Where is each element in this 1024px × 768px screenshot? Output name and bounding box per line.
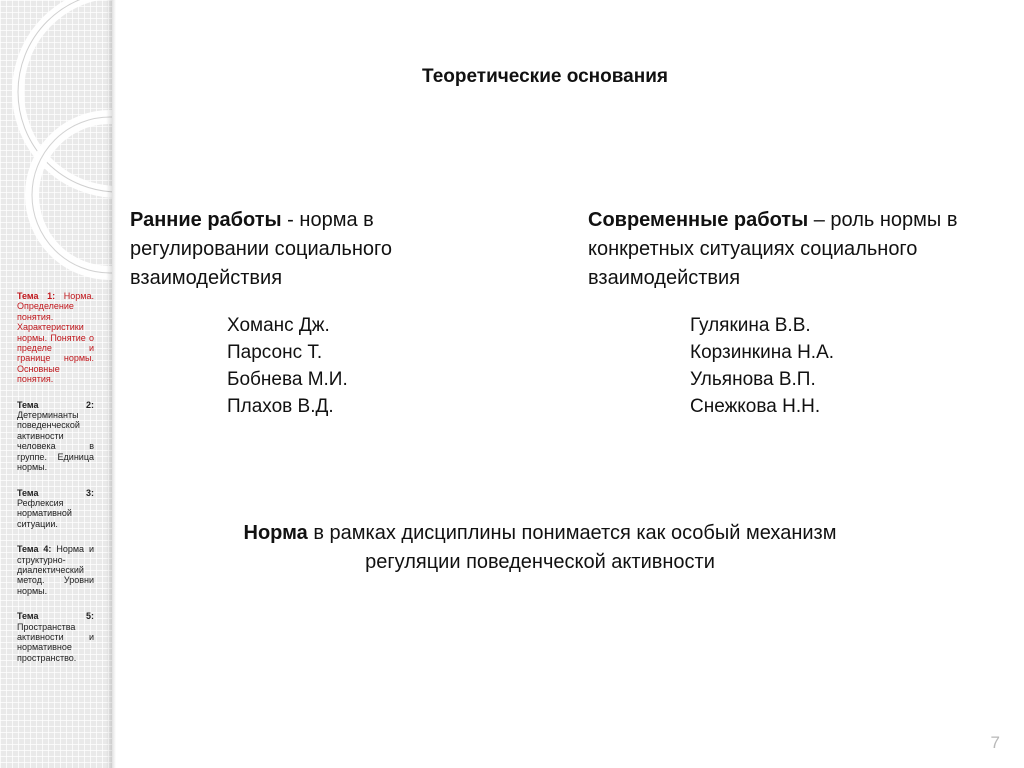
topic-text: Пространства активности и нормативное пространство. xyxy=(17,621,94,663)
topic-label: Тема 3: xyxy=(17,487,94,498)
decorative-rings xyxy=(0,0,112,300)
topic-1[interactable] xyxy=(17,291,94,385)
sidebar xyxy=(0,0,112,768)
early-works-heading: Ранние работы xyxy=(130,209,282,231)
topic-4[interactable] xyxy=(17,544,94,596)
topic-text: Рефлексия нормативной ситуации. xyxy=(17,497,72,529)
topic-text: Норма. Определение понятия. Характеристики нормы. Понятие о пределе и границе нормы. Основные понятия. xyxy=(17,291,94,385)
early-works-block xyxy=(130,206,500,293)
topic-2[interactable] xyxy=(17,400,94,473)
definition-body: в рамках дисциплины понимается как особый механизм регуляции поведенческой активности xyxy=(307,522,837,573)
modern-works-block xyxy=(588,206,988,293)
modern-authors-list xyxy=(690,312,834,420)
topic-label: Тема 1: xyxy=(17,291,56,301)
topic-text: Норма и структурно-диалектический метод. Уровни нормы. xyxy=(17,544,94,596)
author-name: Гулякина В.В. xyxy=(690,315,811,336)
topic-label: Тема 2: xyxy=(17,399,94,410)
page-number: 7 xyxy=(990,733,1000,752)
topic-5[interactable] xyxy=(17,611,94,663)
author-name: Снежкова Н.Н. xyxy=(690,396,821,417)
modern-works-heading: Современные работы xyxy=(588,209,809,231)
early-authors-list xyxy=(227,312,348,420)
definition-term: Норма xyxy=(243,522,308,544)
author-name: Парсонс Т. xyxy=(227,342,323,363)
topic-label: Тема 5: xyxy=(17,611,94,622)
topic-3[interactable] xyxy=(17,488,94,530)
author-name: Ульянова В.П. xyxy=(690,369,816,390)
author-name: Бобнева М.И. xyxy=(227,369,348,390)
topic-label: Тема 4: xyxy=(17,544,52,555)
definition-text xyxy=(220,519,860,577)
slide-title: Теоретические основания xyxy=(422,66,668,87)
early-works-description: - норма в регулировании социального взаимодействия xyxy=(130,209,392,289)
topic-text: Детерминанты поведенческой активности человека в группе. Единица нормы. xyxy=(17,410,94,473)
author-name: Хоманс Дж. xyxy=(227,315,330,336)
author-name: Корзинкина Н.А. xyxy=(690,342,835,363)
sidebar-edge xyxy=(106,0,116,768)
topic-list xyxy=(17,291,94,678)
modern-works-description: – роль нормы в конкретных ситуациях социального взаимодействия xyxy=(588,209,958,289)
author-name: Плахов В.Д. xyxy=(227,396,334,417)
